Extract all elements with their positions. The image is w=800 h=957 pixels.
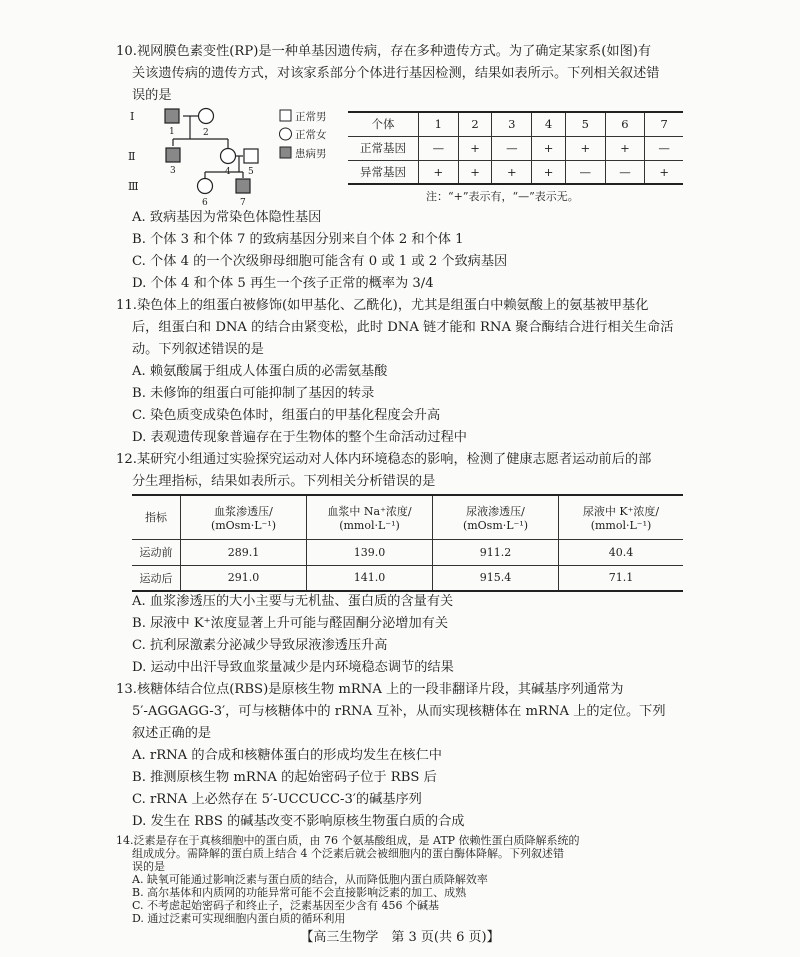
q10-option-b: B. 个体 3 和个体 7 的致病基因分别来自个体 2 和个体 1 bbox=[132, 232, 464, 247]
generation-label-3: Ⅲ bbox=[128, 180, 139, 193]
q10-table-cell: 正常基因 bbox=[348, 136, 419, 160]
q10-table-cell: + bbox=[532, 160, 566, 184]
q10-table-cell: + bbox=[605, 136, 645, 160]
q10-gene-table bbox=[348, 111, 683, 185]
q13-option-d: D. 发生在 RBS 的碱基改变不影响原核生物蛋白质的合成 bbox=[132, 814, 465, 829]
q12-table-header-cell bbox=[433, 495, 559, 539]
q10-table-header-cell: 6 bbox=[605, 112, 645, 136]
q12-header-unit: (mmol·L⁻¹) bbox=[590, 518, 652, 532]
q12-header-name: 尿液中 K⁺浓度/ bbox=[582, 504, 660, 518]
q10-option-a: A. 致病基因为常染色体隐性基因 bbox=[132, 210, 322, 225]
q12-header-unit: (mOsm·L⁻¹) bbox=[462, 518, 529, 532]
q11-option-d: D. 表观遗传现象普遍存在于生物体的整个生命活动过程中 bbox=[132, 430, 467, 445]
q12-header-name: 尿液渗透压/ bbox=[466, 504, 525, 518]
q12-table-col-label: 指标 bbox=[132, 495, 181, 539]
q11-option-c: C. 染色质变成染色体时，组蛋白的甲基化程度会升高 bbox=[132, 408, 441, 423]
q12-table-cell: 40.4 bbox=[559, 539, 684, 565]
q10-table-cell: — bbox=[419, 136, 459, 160]
q10-table-header-cell: 7 bbox=[645, 112, 683, 136]
q12-table-header-cell bbox=[307, 495, 433, 539]
q10-table-cell: 异常基因 bbox=[348, 160, 419, 184]
q10-table-cell: — bbox=[645, 136, 683, 160]
q13-stem-line-1: 13.核糖体结合位点(RBS)是原核生物 mRNA 上的一段非翻译片段，其碱基序列通常为 bbox=[116, 682, 624, 697]
q11-option-b: B. 未修饰的组蛋白可能抑制了基因的转录 bbox=[132, 386, 375, 401]
q10-stem-line-3: 误的是 bbox=[132, 88, 172, 103]
pedigree-number-3: 3 bbox=[170, 166, 176, 176]
pedigree-number-7: 7 bbox=[240, 198, 246, 208]
generation-label-1: Ⅰ bbox=[130, 110, 135, 123]
q12-table-cell: 911.2 bbox=[433, 539, 559, 565]
q12-header-name: 血浆渗透压/ bbox=[214, 504, 273, 518]
q10-table-cell: + bbox=[458, 136, 492, 160]
q12-table-header-cell bbox=[559, 495, 684, 539]
q12-row-label: 运动前 bbox=[132, 539, 181, 565]
legend-normal-male: 正常男 bbox=[295, 111, 327, 123]
q12-row-label: 运动后 bbox=[132, 565, 181, 591]
q10-option-c: C. 个体 4 的一个次级卵母细胞可能含有 0 或 1 或 2 个致病基因 bbox=[132, 254, 508, 269]
q10-table-cell: + bbox=[532, 136, 566, 160]
q10-table-header-cell: 5 bbox=[565, 112, 605, 136]
q14-option-d: D. 通过泛素可实现细胞内蛋白质的循环利用 bbox=[132, 912, 346, 925]
pedigree-number-5: 5 bbox=[248, 167, 254, 177]
q14-option-c: C. 不考虑起始密码子和终止子，泛素基因至少含有 456 个碱基 bbox=[132, 899, 440, 912]
q10-table-note: 注：“+”表示有，“—”表示无。 bbox=[426, 190, 579, 203]
q11-option-a: A. 赖氨酸属于组成人体蛋白质的必需氨基酸 bbox=[132, 364, 388, 379]
pedigree-number-6: 6 bbox=[202, 198, 208, 208]
legend-affected-male: 患病男 bbox=[295, 148, 327, 160]
q13-option-b: B. 推测原核生物 mRNA 的起始密码子位于 RBS 后 bbox=[132, 770, 437, 785]
q14-stem-line-1: 14.泛素是存在于真核细胞中的蛋白质，由 76 个氨基酸组成，是 ATP 依赖性蛋白质降解系统的 bbox=[116, 834, 580, 847]
generation-label-2: Ⅱ bbox=[128, 150, 136, 163]
q14-stem-line-3: 误的是 bbox=[132, 860, 165, 873]
legend-normal-female: 正常女 bbox=[295, 129, 327, 141]
q10-table-cell: — bbox=[605, 160, 645, 184]
q10-table-header-cell: 2 bbox=[458, 112, 492, 136]
pedigree-individual-2 bbox=[199, 109, 214, 124]
q11-stem-line-1: 11.染色体上的组蛋白被修饰(如甲基化、乙酰化)，尤其是组蛋白中赖氨酸上的氨基被甲基化 bbox=[116, 298, 649, 313]
q13-stem-line-2: 5′-AGGAGG-3′，可与核糖体中的 rRNA 互补，从而实现核糖体在 mRNA 上的定位。下列 bbox=[132, 704, 666, 719]
q12-option-a: A. 血浆渗透压的大小主要与无机盐、蛋白质的含量有关 bbox=[132, 594, 454, 609]
pedigree-individual-4 bbox=[221, 149, 236, 164]
q10-stem-line-2: 关该遗传病的遗传方式，对该家系部分个体进行基因检测，结果如表所示。下列相关叙述错 bbox=[132, 66, 660, 81]
q14-option-a: A. 缺氧可能通过影响泛素与蛋白质的结合，从而降低胞内蛋白质降解效率 bbox=[132, 873, 488, 886]
pedigree-number-2: 2 bbox=[203, 128, 209, 138]
q14-option-b: B. 高尔基体和内质网的功能异常可能不会直接影响泛素的加工、成熟 bbox=[132, 886, 467, 899]
q13-option-a: A. rRNA 的合成和核糖体蛋白的形成均发生在核仁中 bbox=[132, 748, 442, 763]
q12-table-cell: 915.4 bbox=[433, 565, 559, 591]
pedigree-chart bbox=[128, 104, 348, 216]
q14-stem-line-2: 组成成分。需降解的蛋白质上结合 4 个泛素后就会被细胞内的蛋白酶体降解。下列叙述错 bbox=[132, 847, 564, 860]
q10-table-cell: + bbox=[565, 136, 605, 160]
q11-stem-line-2: 后，组蛋白和 DNA 的结合由紧变松，此时 DNA 链才能和 RNA 聚合酶结合进行相关生命活 bbox=[132, 320, 674, 335]
q12-option-d: D. 运动中出汗导致血浆量减少是内环境稳态调节的结果 bbox=[132, 660, 454, 675]
q12-header-unit: (mOsm·L⁻¹) bbox=[210, 518, 277, 532]
q12-table-cell: 291.0 bbox=[181, 565, 307, 591]
q12-option-c: C. 抗利尿激素分泌减少导致尿液渗透压升高 bbox=[132, 638, 388, 653]
q13-option-c: C. rRNA 上必然存在 5′-UCCUCC-3′的碱基序列 bbox=[132, 792, 422, 807]
q10-table-cell: + bbox=[645, 160, 683, 184]
q10-table-header-cell: 4 bbox=[532, 112, 566, 136]
pedigree-individual-6 bbox=[198, 179, 213, 194]
q10-table-cell: + bbox=[419, 160, 459, 184]
q13-stem-line-3: 叙述正确的是 bbox=[132, 726, 212, 741]
q12-stem-line-1: 12.某研究小组通过实验探究运动对人体内环境稳态的影响，检测了健康志愿者运动前后的部 bbox=[116, 452, 652, 467]
q12-header-name: 血浆中 Na⁺浓度/ bbox=[327, 504, 412, 518]
pedigree-individual-3 bbox=[166, 148, 180, 162]
q10-table-header-cell: 个体 bbox=[348, 112, 419, 136]
q11-stem-line-3: 动。下列叙述错误的是 bbox=[132, 342, 264, 357]
q10-table-header-cell: 3 bbox=[492, 112, 532, 136]
q12-table-cell: 139.0 bbox=[307, 539, 433, 565]
q12-header-unit: (mmol·L⁻¹) bbox=[339, 518, 400, 532]
pedigree-number-1: 1 bbox=[169, 127, 175, 137]
q10-table-cell: + bbox=[458, 160, 492, 184]
q12-option-b: B. 尿液中 K⁺浓度显著上升可能与醛固酮分泌增加有关 bbox=[132, 616, 449, 631]
q10-table-cell: — bbox=[565, 160, 605, 184]
q12-stem-line-2: 分生理指标，结果如表所示。下列相关分析错误的是 bbox=[132, 474, 436, 489]
q12-table-cell: 71.1 bbox=[559, 565, 684, 591]
q10-stem-line-1: 10.视网膜色素变性(RP)是一种单基因遗传病，存在多种遗传方式。为了确定某家系(如图)有 bbox=[116, 44, 652, 59]
q12-data-table bbox=[132, 494, 683, 592]
q12-table-header-cell bbox=[181, 495, 307, 539]
q10-option-d: D. 个体 4 和个体 5 再生一个孩子正常的概率为 3/4 bbox=[132, 276, 434, 291]
q12-table-cell: 141.0 bbox=[307, 565, 433, 591]
q12-table-cell: 289.1 bbox=[181, 539, 307, 565]
q10-table-cell: — bbox=[492, 136, 532, 160]
q10-table-cell: + bbox=[492, 160, 532, 184]
pedigree-individual-5 bbox=[244, 149, 258, 163]
q10-table-header-cell: 1 bbox=[419, 112, 459, 136]
page-footer: 【高三生物学 第 3 页(共 6 页)】 bbox=[300, 930, 500, 945]
pedigree-number-4: 4 bbox=[225, 167, 231, 177]
pedigree-individual-1 bbox=[165, 109, 179, 123]
pedigree-individual-7 bbox=[236, 179, 250, 193]
